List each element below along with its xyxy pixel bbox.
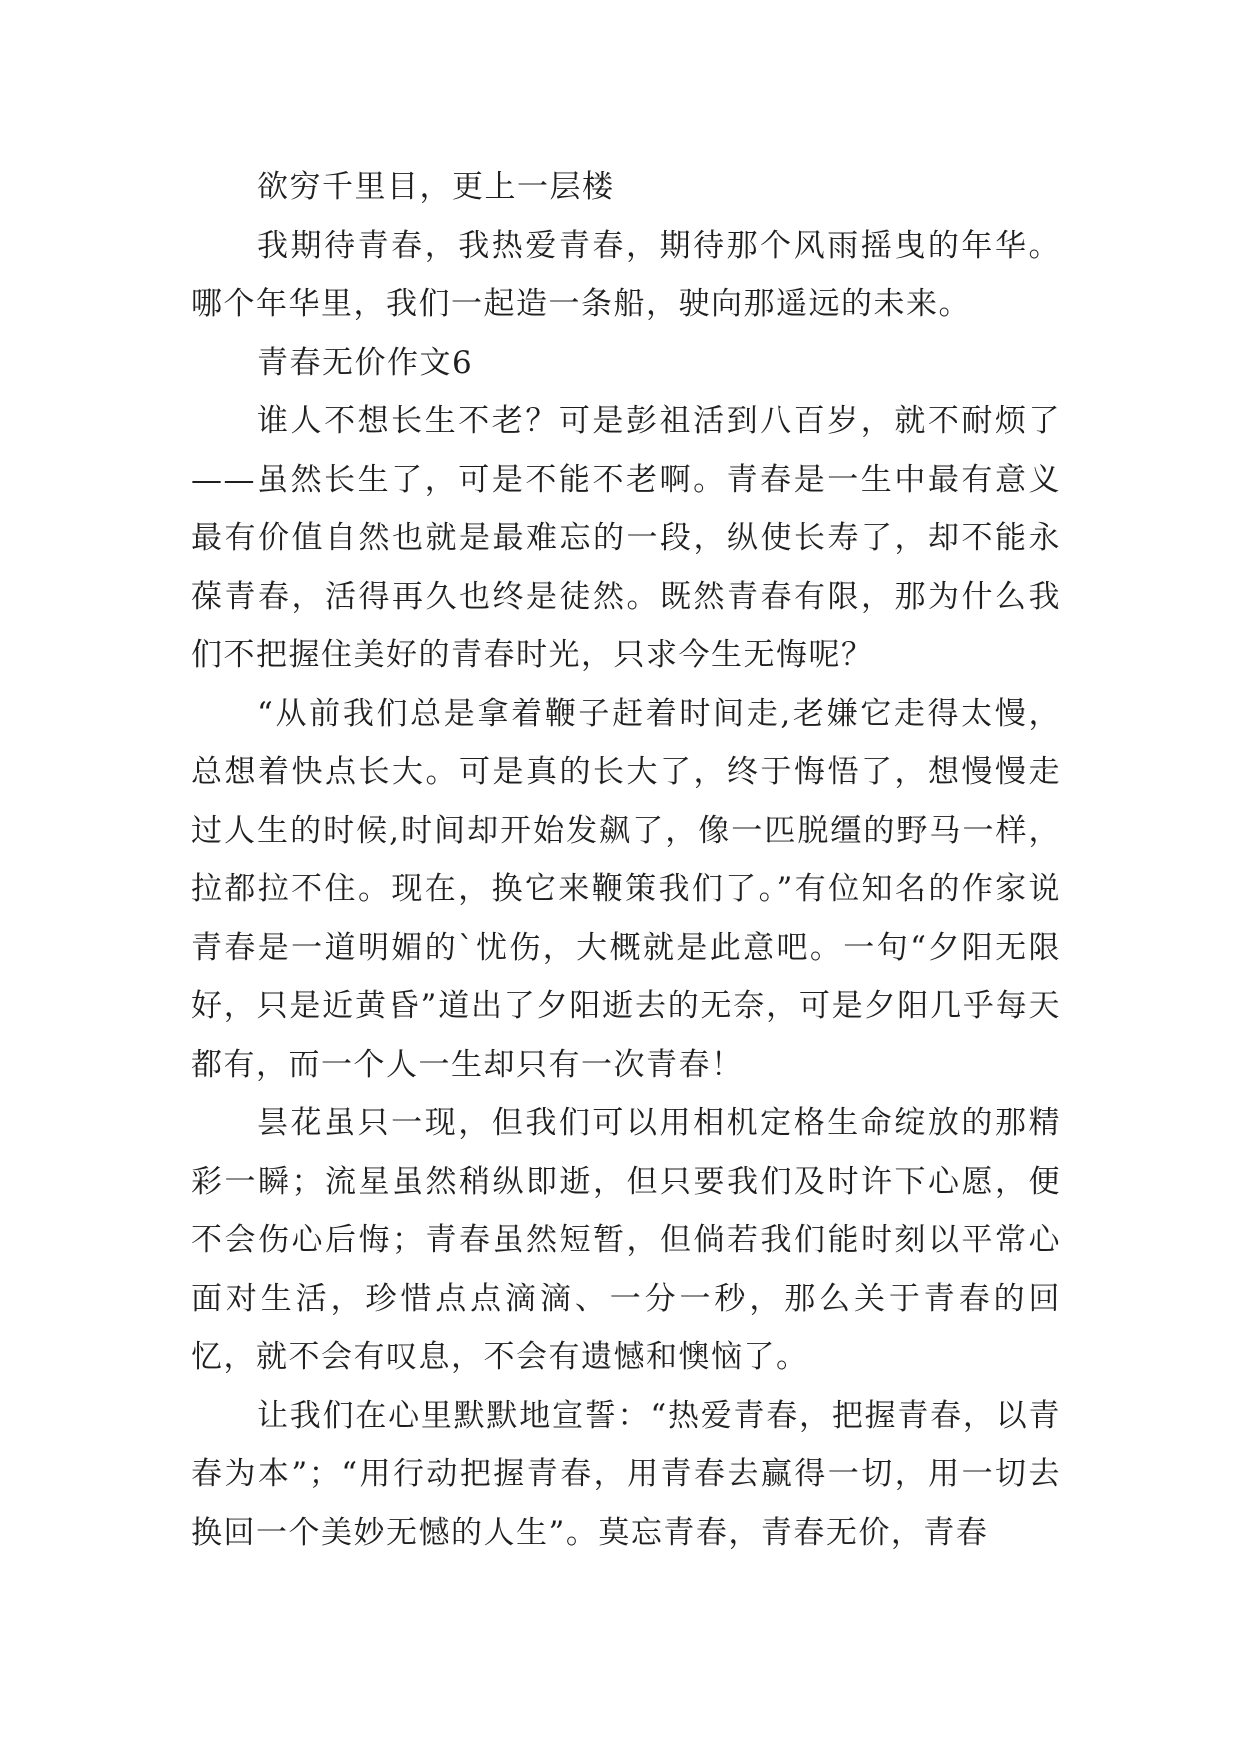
poem-line: 欲穷千里目，更上一层楼 bbox=[257, 169, 615, 205]
paragraph-writer-quote: “从前我们总是拿着鞭子赶着时间走,老嫌它走得太慢，总想着快点长大。可是真的长大了，终于悔悟了，想慢慢走过人生的时候,时间却开始发飙了，像一匹脱缰的野马一样，拉都拉不住。现在，换它来鞭策我们了。”有位知名的作家说青春是一道明媚的`忧伤，大概就是此意吧。一句“夕阳无限好，只是近黄昏”道出了夕阳逝去的无奈，可是夕阳几乎每天都有，而一个人一生却只有一次青春！ bbox=[191, 695, 1061, 1083]
paragraph-youth-anticipation: 我期待青春，我热爱青春，期待那个风雨摇曳的年华。哪个年华里，我们一起造一条船，驶向那遥远的未来。 bbox=[191, 227, 1061, 322]
document-body bbox=[191, 158, 1061, 1562]
paragraph-longevity: 谁人不想长生不老？可是彭祖活到八百岁，就不耐烦了——虽然长生了，可是不能不老啊。青春是一生中最有意义最有价值自然也就是最难忘的一段，纵使长寿了，却不能永葆青春，活得再久也终是徒然。既然青春有限，那为什么我们不把握住美好的青春时光，只求今生无悔呢？ bbox=[191, 403, 1061, 673]
paragraph-pledge: 让我们在心里默默地宣誓：“热爱青春，把握青春，以青春为本”；“用行动把握青春，用青春去赢得一切，用一切去换回一个美妙无憾的人生”。莫忘青春，青春无价，青春 bbox=[191, 1397, 1061, 1551]
paragraph-cherish-moments: 昙花虽只一现，但我们可以用相机定格生命绽放的那精彩一瞬；流星虽然稍纵即逝，但只要我们及时许下心愿，便不会伤心后悔；青春虽然短暂，但倘若我们能时刻以平常心面对生活，珍惜点点滴滴、一分一秒，那么关于青春的回忆，就不会有叹息，不会有遗憾和懊恼了。 bbox=[191, 1105, 1061, 1375]
essay-heading: 青春无价作文6 bbox=[257, 344, 474, 381]
